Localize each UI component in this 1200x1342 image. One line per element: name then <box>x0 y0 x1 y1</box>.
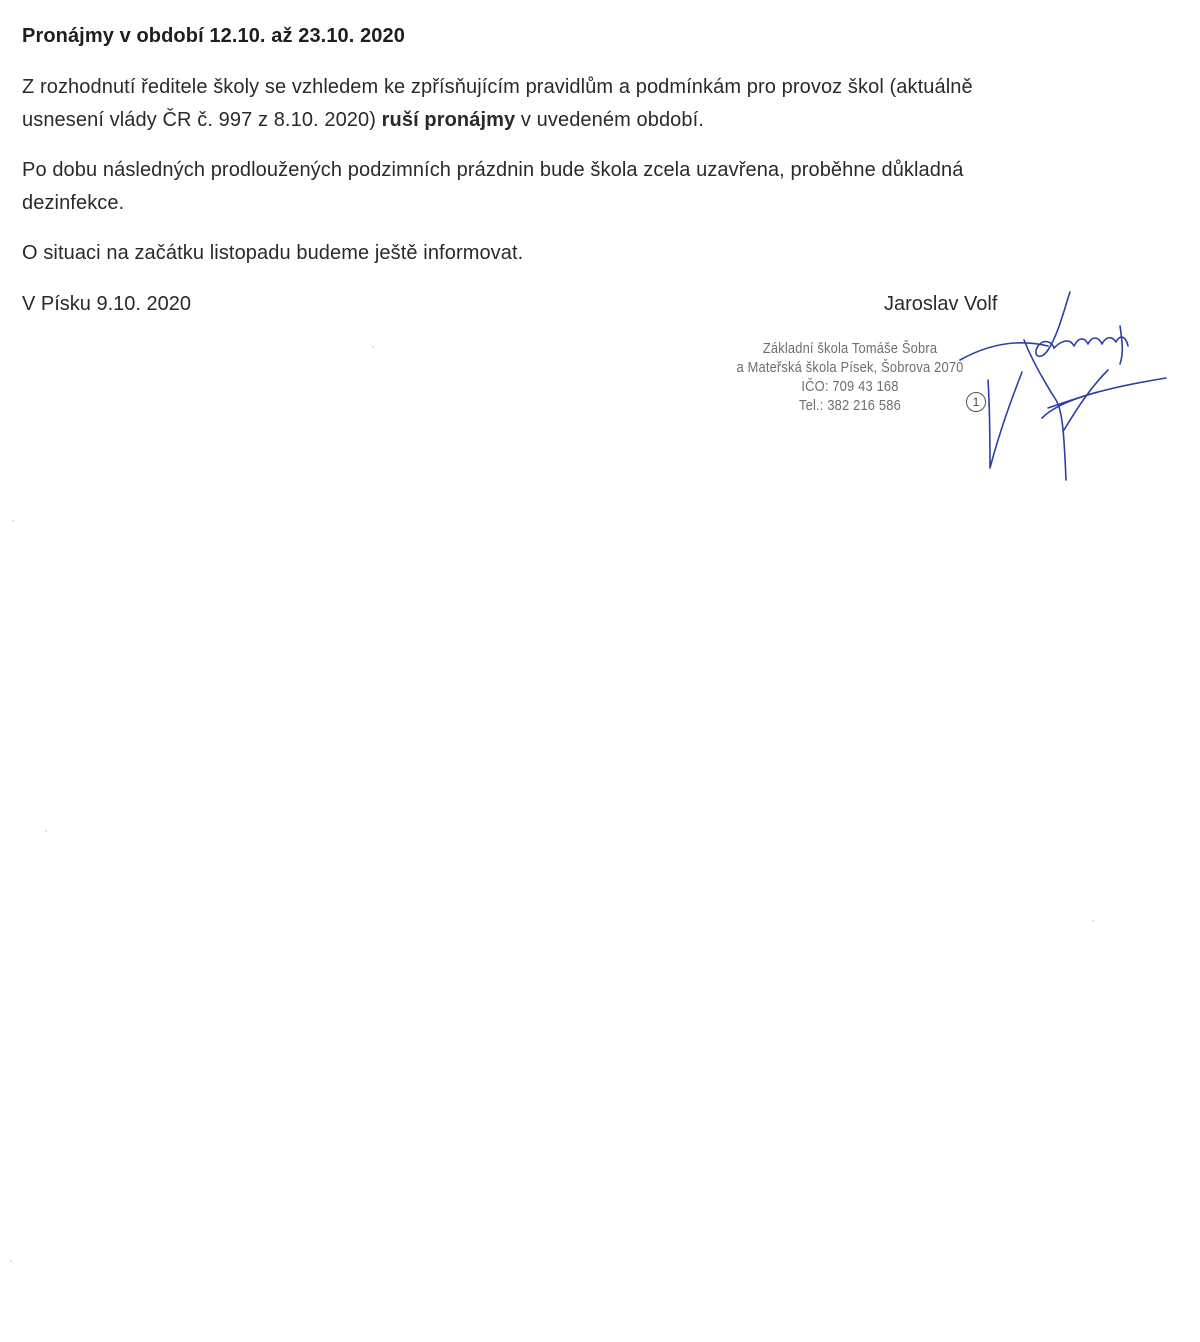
paragraph-closure: Po dobu následných prodloužených podzimních prázdnin bude škola zcela uzavřena, proběhne důkladná dezinfekce. <box>22 159 964 214</box>
signature-icon <box>930 280 1170 490</box>
scan-speck <box>1092 920 1094 922</box>
place-date: V Písku 9.10. 2020 <box>22 293 192 315</box>
paragraph-information: O situaci na začátku listopadu budeme ještě informovat. <box>22 242 524 264</box>
scan-speck <box>12 520 14 522</box>
document-heading: Pronájmy v období 12.10. až 23.10. 2020 <box>22 25 405 47</box>
stamp-line-school: Základní škola Tomáše Šobra <box>762 340 938 357</box>
paragraph-decision <box>22 71 1022 137</box>
stamp-line-address: a Mateřská škola Písek, Šobrova 2070 <box>736 359 964 376</box>
scan-speck <box>45 830 47 832</box>
signer-name: Jaroslav Volf <box>884 293 998 315</box>
paragraph-decision-bold: ruší pronájmy <box>381 109 516 131</box>
paragraph-decision-text-2: v uvedeném období. <box>515 109 704 131</box>
stamp-number-badge: 1 <box>966 392 986 412</box>
stamp-line-phone: Tel.: 382 216 586 <box>799 397 901 414</box>
scan-speck <box>10 1260 12 1262</box>
scan-speck <box>372 346 374 348</box>
paragraph-decision-text-1: Z rozhodnutí ředitele školy se vzhledem ke zpřísňujícím pravidlům a podmínkám pro provoz škol (aktuálně usnesení vlády ČR č. 997 z 8.10. 2020) <box>22 76 973 131</box>
stamp-line-ico: IČO: 709 43 168 <box>801 378 899 395</box>
